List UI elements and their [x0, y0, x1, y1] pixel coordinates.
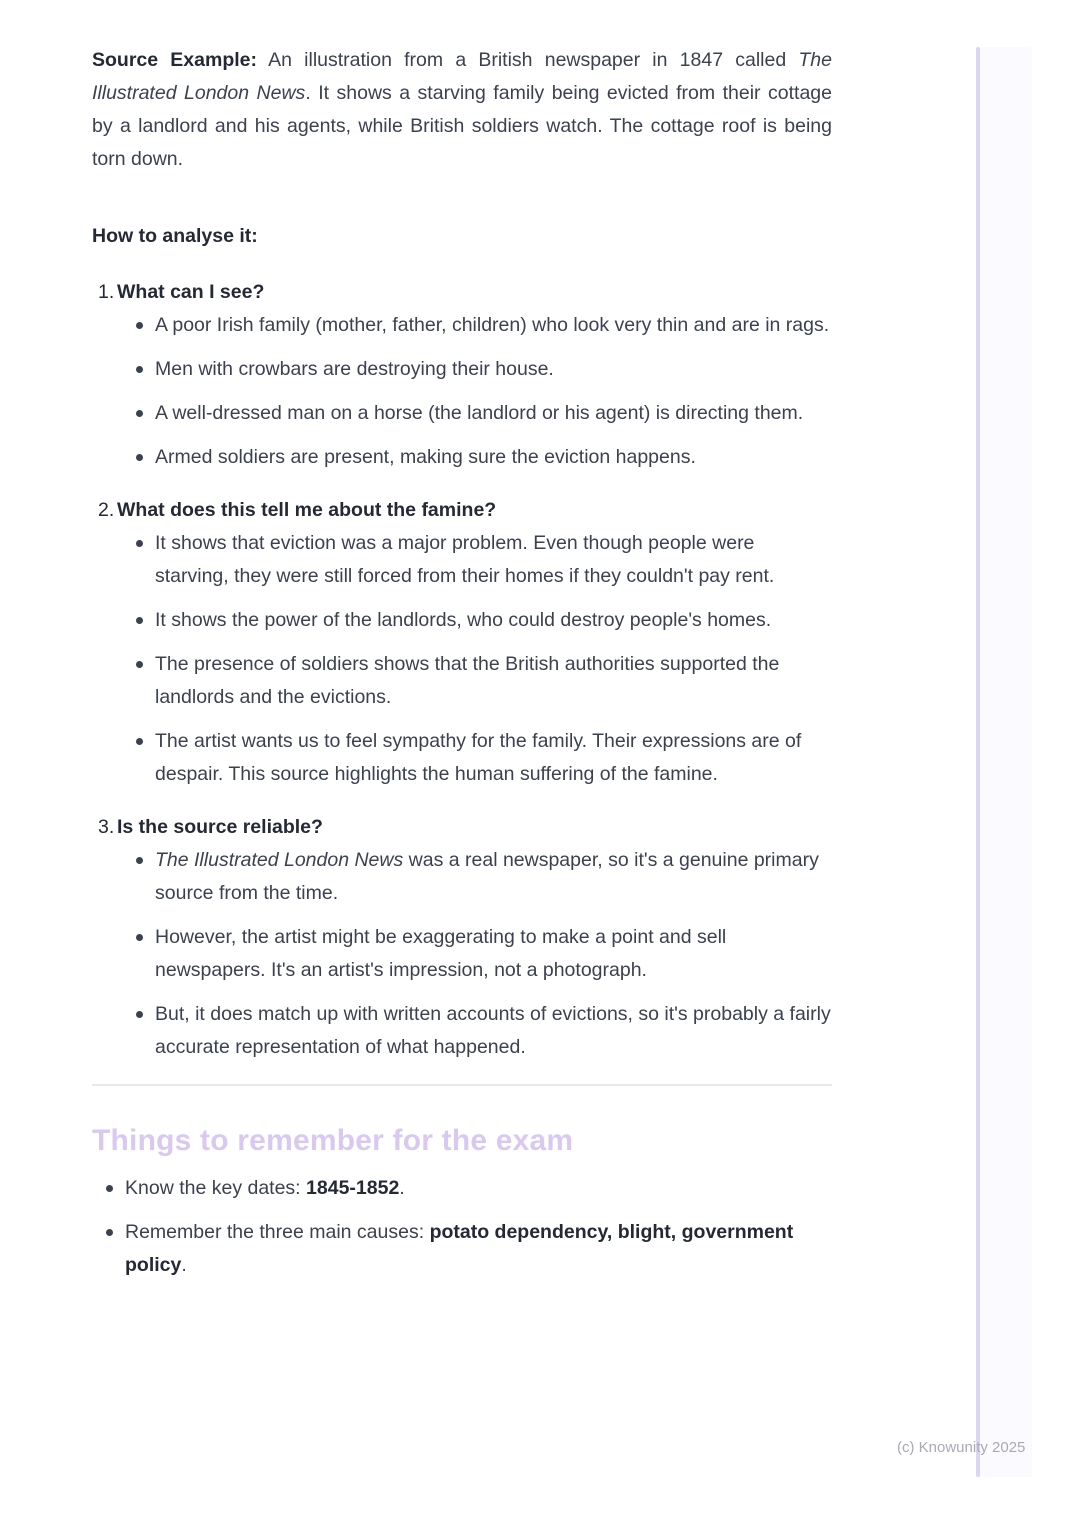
- bullet-item: [92, 648, 832, 714]
- text-segment: 1845-1852: [306, 1177, 400, 1199]
- text-segment: The Illustrated London News: [155, 849, 404, 871]
- text-segment: Know the key dates:: [125, 1177, 307, 1199]
- analysis-question: [92, 276, 832, 474]
- question-title-text: What does this tell me about the famine?: [117, 499, 497, 521]
- text-segment: The presence of soldiers shows that the British authorities supported the landlords and the evictions.: [155, 653, 780, 708]
- analysis-question: [92, 811, 832, 1064]
- text-segment: .: [181, 1254, 187, 1276]
- text-segment: was a real newspaper, so it's a genuine primary source from the time.: [155, 849, 819, 904]
- exam-bullet-item: [92, 1216, 832, 1282]
- text-segment: An illustration from a British newspaper in 1847 called: [257, 49, 799, 71]
- question-number: 3.: [98, 816, 115, 838]
- bullet-item: [92, 527, 832, 593]
- analyse-heading: How to analyse it:: [92, 225, 258, 247]
- exam-bullet-item: [92, 1172, 832, 1205]
- question-title-text: What can I see?: [117, 281, 265, 303]
- bullet-list: [92, 844, 832, 1064]
- exam-list: [92, 1172, 832, 1282]
- question-title-text: Is the source reliable?: [117, 816, 323, 838]
- exam-heading: Things to remember for the exam: [92, 1124, 574, 1157]
- text-segment: Men with crowbars are destroying their house.: [155, 358, 554, 380]
- text-segment: A well-dressed man on a horse (the landlord or his agent) is directing them.: [155, 402, 804, 424]
- bullet-item: [92, 353, 832, 386]
- bullet-item: [92, 921, 832, 987]
- text-segment: Armed soldiers are present, making sure the eviction happens.: [155, 446, 696, 468]
- bullet-item: [92, 309, 832, 342]
- question-title: [92, 811, 832, 844]
- text-segment: The Illustrated London News: [92, 49, 832, 104]
- question-title: [92, 494, 832, 527]
- bullet-item: [92, 998, 832, 1064]
- scrollbar-track[interactable]: [976, 47, 980, 1477]
- text-segment: A poor Irish family (mother, father, children) who look very thin and are in rags.: [155, 314, 830, 336]
- bullet-item: [92, 844, 832, 910]
- text-segment: The artist wants us to feel sympathy for the family. Their expressions are of despair. This source highlights the human suffering of the famine.: [155, 730, 802, 785]
- analysis-list: [92, 276, 832, 1064]
- text-segment: potato dependency, blight, government policy: [125, 1221, 794, 1276]
- analysis-question: [92, 494, 832, 791]
- question-title: [92, 276, 832, 309]
- bullet-item: [92, 397, 832, 430]
- text-segment: It shows the power of the landlords, who could destroy people's homes.: [155, 609, 772, 631]
- text-segment: Source Example:: [92, 49, 257, 71]
- bullet-list: [92, 309, 832, 474]
- text-segment: But, it does match up with written accounts of evictions, so it's probably a fairly accurate representation of what happened.: [155, 1003, 831, 1058]
- question-number: 1.: [98, 281, 115, 303]
- question-number: 2.: [98, 499, 115, 521]
- text-segment: It shows that eviction was a major problem. Even though people were starving, they were still forced from their homes if they couldn't pay rent.: [155, 532, 775, 587]
- bullet-item: [92, 725, 832, 791]
- text-segment: However, the artist might be exaggerating to make a point and sell newspapers. It's an artist's impression, not a photograph.: [155, 926, 727, 981]
- text-segment: . It shows a starving family being evicted from their cottage by a landlord and his agents, while British soldiers watch. The cottage roof is being torn down.: [92, 82, 832, 170]
- document-page: [92, 44, 832, 1282]
- text-segment: Remember the three main causes:: [125, 1221, 430, 1243]
- source-example-paragraph: [92, 44, 832, 176]
- text-segment: .: [399, 1177, 405, 1199]
- bullet-item: [92, 441, 832, 474]
- bullet-item: [92, 604, 832, 637]
- section-divider: [92, 1084, 832, 1086]
- bullet-list: [92, 527, 832, 791]
- page-margin-shade: [980, 47, 1032, 1477]
- copyright-text: (c) Knowunity 2025: [897, 1439, 1026, 1456]
